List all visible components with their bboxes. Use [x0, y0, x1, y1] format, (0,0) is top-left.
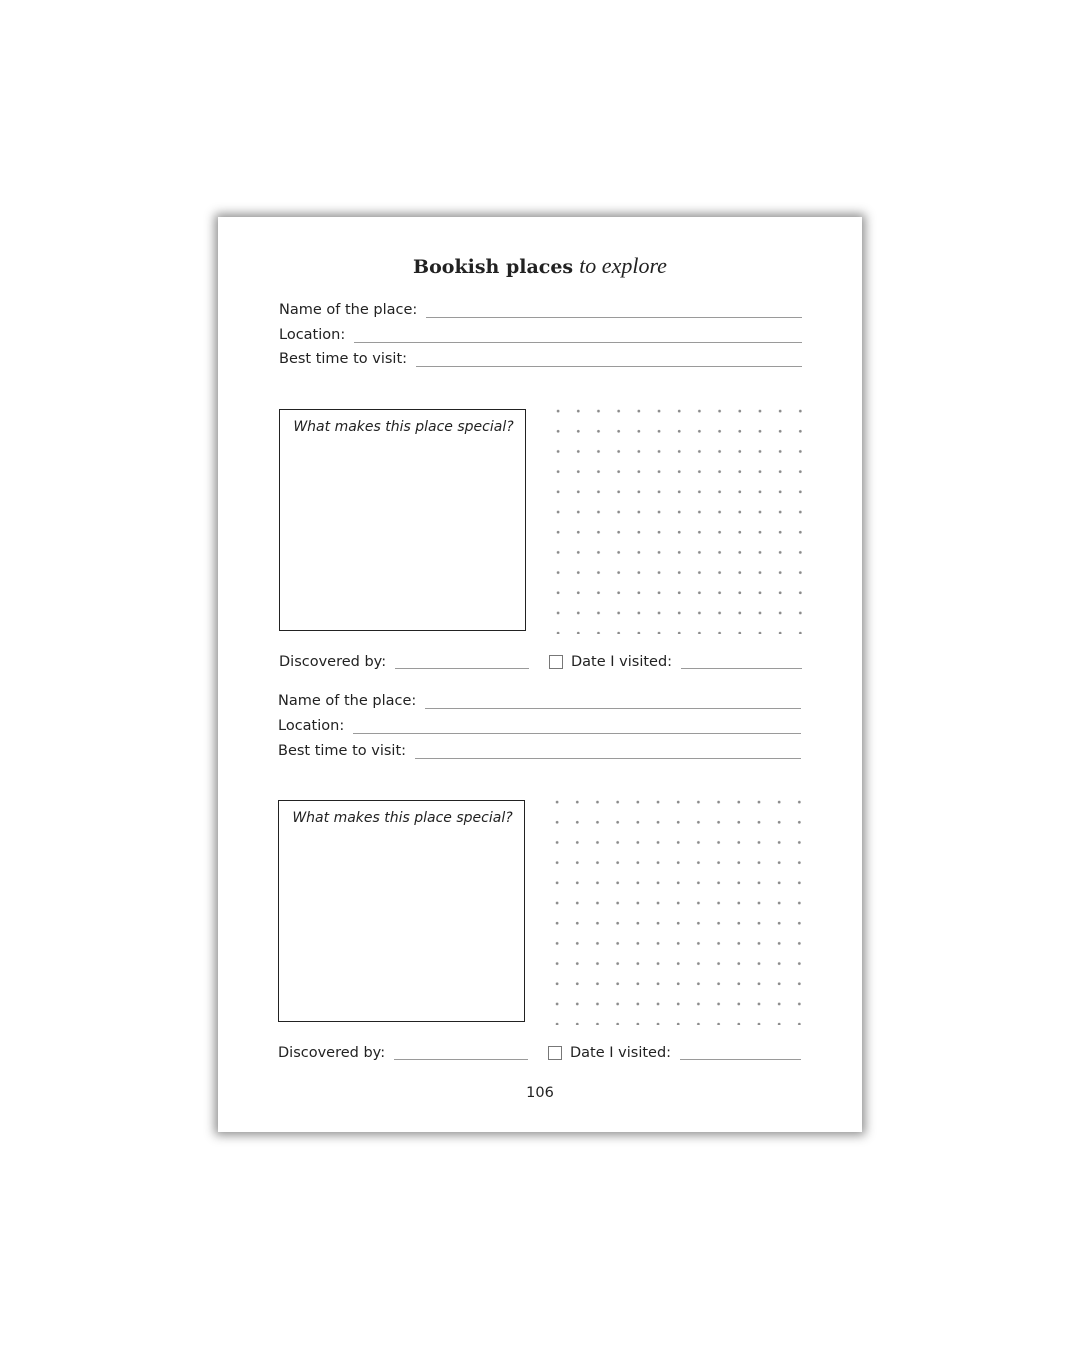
location-field[interactable] [279, 324, 802, 344]
discovered-by-field[interactable] [278, 1040, 528, 1062]
best-time-line[interactable] [416, 366, 802, 367]
place-entry-1 [279, 295, 802, 670]
date-visited-line[interactable] [681, 668, 802, 669]
name-of-place-label: Name of the place: [279, 302, 418, 318]
special-prompt: What makes this place special? [293, 419, 514, 435]
best-time-field[interactable] [279, 348, 802, 368]
discovered-by-line[interactable] [395, 668, 529, 669]
dot-grid-area[interactable] [555, 800, 801, 1025]
best-time-label: Best time to visit: [278, 743, 407, 759]
date-visited-field[interactable] [548, 1040, 801, 1062]
location-label: Location: [279, 327, 346, 343]
discovered-by-line[interactable] [394, 1059, 528, 1060]
special-notes-box[interactable] [279, 409, 526, 631]
special-notes-box[interactable] [278, 800, 525, 1022]
location-line[interactable] [354, 342, 802, 343]
name-of-place-field[interactable] [279, 299, 802, 319]
date-visited-label: Date I visited: [571, 654, 673, 670]
journal-page [218, 217, 862, 1132]
date-visited-line[interactable] [680, 1059, 801, 1060]
best-time-line[interactable] [415, 758, 801, 759]
location-label: Location: [278, 718, 345, 734]
visited-checkbox[interactable] [549, 655, 563, 669]
title-script: to explore [579, 253, 667, 278]
visited-checkbox[interactable] [548, 1046, 562, 1060]
date-visited-field[interactable] [549, 649, 802, 671]
name-of-place-field[interactable] [278, 690, 801, 710]
discovered-by-field[interactable] [279, 649, 529, 671]
page-title [218, 253, 862, 279]
title-main: Bookish places [413, 256, 574, 278]
best-time-field[interactable] [278, 740, 801, 760]
place-entry-2 [278, 686, 801, 1061]
location-line[interactable] [353, 733, 801, 734]
name-of-place-line[interactable] [425, 708, 801, 709]
dot-grid-area[interactable] [556, 409, 802, 634]
location-field[interactable] [278, 715, 801, 735]
page-number: 106 [526, 1085, 554, 1101]
name-of-place-label: Name of the place: [278, 693, 417, 709]
discovered-by-label: Discovered by: [278, 1045, 386, 1061]
best-time-label: Best time to visit: [279, 351, 408, 367]
special-prompt: What makes this place special? [292, 810, 513, 826]
date-visited-label: Date I visited: [570, 1045, 672, 1061]
discovered-by-label: Discovered by: [279, 654, 387, 670]
name-of-place-line[interactable] [426, 317, 802, 318]
